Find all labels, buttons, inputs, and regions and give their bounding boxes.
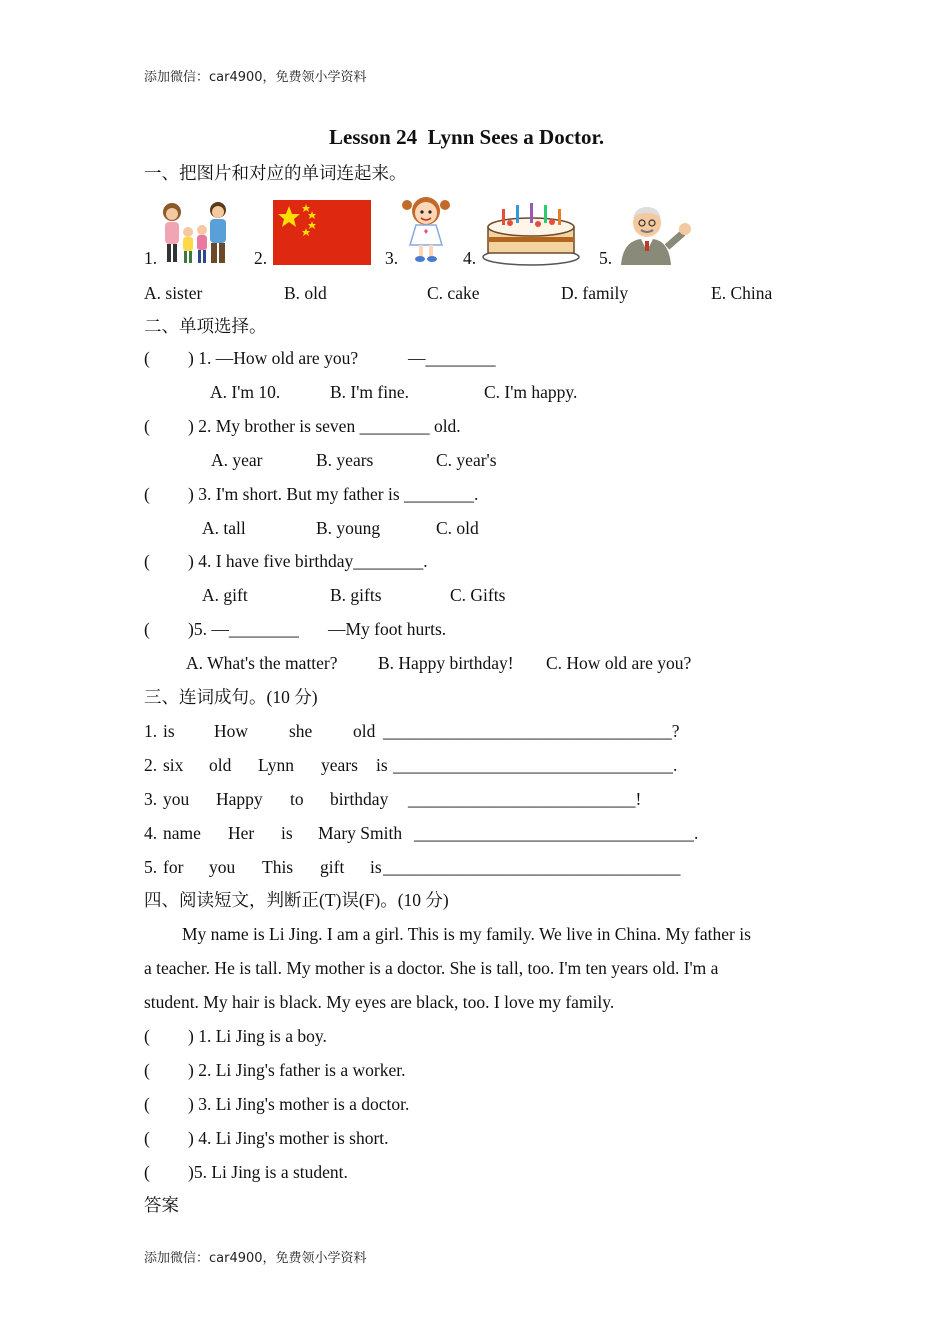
sentence-3-word: Happy <box>216 789 263 809</box>
answer-paren: ( <box>144 551 150 571</box>
question-1-option-a: A. I'm 10. <box>210 382 281 402</box>
sentence-1-word: is <box>163 721 175 741</box>
sentence-2-word: six <box>163 755 184 775</box>
statement-3: ) 3. Li Jing's mother is a doctor. <box>188 1094 410 1114</box>
question-3-option-c: C. old <box>436 518 479 538</box>
question-4-option-b: B. gifts <box>330 585 382 605</box>
question-4-option-c: C. Gifts <box>450 585 506 605</box>
sentence-5-number: 5. <box>144 857 158 877</box>
word-option-c: C. cake <box>427 283 480 303</box>
answer-paren: ( <box>144 484 150 504</box>
sentence-4-word: is <box>281 823 293 843</box>
question-1-answer-blank: —________ <box>408 348 496 368</box>
sentence-1-blank: _________________________________? <box>383 721 680 741</box>
word-option-e: E. China <box>711 283 773 303</box>
sentence-3-word: you <box>163 789 190 809</box>
word-option-b: B. old <box>284 283 327 303</box>
question-4-stem: ) 4. I have five birthday________. <box>188 551 428 571</box>
question-2-stem: ) 2. My brother is seven ________ old. <box>188 416 461 436</box>
answer-paren: ( <box>144 619 150 639</box>
statement-4: ) 4. Li Jing's mother is short. <box>188 1128 389 1148</box>
sentence-4-word: Her <box>228 823 255 843</box>
picture-number-1: 1. <box>144 248 158 268</box>
question-5-option-a: A. What's the matter? <box>186 653 338 673</box>
sentence-5-word: is <box>370 857 382 877</box>
sentence-3-word: birthday <box>330 789 389 809</box>
girl-icon <box>398 193 454 265</box>
sentence-4-number: 4. <box>144 823 158 843</box>
footer-note: 添加微信：car4900，免费领小学资料 <box>144 1251 367 1266</box>
section4-heading: 四、阅读短文，判断正(T)误(F)。(10 分) <box>144 890 449 910</box>
sentence-2-word: Lynn <box>258 755 294 775</box>
sentence-1-word: old <box>353 721 376 741</box>
sentence-3-number: 3. <box>144 789 158 809</box>
sentence-2-blank: ________________________________. <box>393 755 678 775</box>
sentence-1-number: 1. <box>144 721 158 741</box>
answer-paren: ( <box>144 1162 150 1182</box>
section1-heading: 一、把图片和对应的单词连起来。 <box>144 163 407 183</box>
sentence-5-word: for <box>163 857 184 877</box>
question-5-stem: )5. —________ <box>188 619 299 639</box>
sentence-5-word: This <box>262 857 294 877</box>
question-3-option-b: B. young <box>316 518 381 538</box>
sentence-3-blank: __________________________! <box>408 789 642 809</box>
sentence-2-number: 2. <box>144 755 158 775</box>
question-5-option-c: C. How old are you? <box>546 653 692 673</box>
picture-number-4: 4. <box>463 248 477 268</box>
sentence-2-word: years <box>321 755 358 775</box>
picture-number-3: 3. <box>385 248 399 268</box>
question-1-option-b: B. I'm fine. <box>330 382 409 402</box>
section3-heading: 三、连词成句。(10 分) <box>144 687 318 707</box>
answer-paren: ( <box>144 348 150 368</box>
sentence-5-word: you <box>209 857 236 877</box>
header-note: 添加微信：car4900，免费领小学资料 <box>144 70 367 85</box>
answer-paren: ( <box>144 1094 150 1114</box>
question-2-option-c: C. year's <box>436 450 497 470</box>
picture-number-2: 2. <box>254 248 268 268</box>
statement-1: ) 1. Li Jing is a boy. <box>188 1026 327 1046</box>
question-2-option-a: A. year <box>211 450 263 470</box>
birthday-cake-icon <box>480 195 583 267</box>
sentence-1-word: she <box>289 721 313 741</box>
word-option-a: A. sister <box>144 283 203 303</box>
statement-2: ) 2. Li Jing's father is a worker. <box>188 1060 406 1080</box>
sentence-5-blank: __________________________________ <box>383 857 681 877</box>
reading-passage-line: student. My hair is black. My eyes are black, too. I love my family. <box>144 992 615 1012</box>
sentence-4-word: Mary Smith <box>318 823 403 843</box>
page-title: Lesson 24 Lynn Sees a Doctor. <box>329 125 605 149</box>
picture-number-5: 5. <box>599 248 613 268</box>
reading-passage-line: My name is Li Jing. I am a girl. This is my family. We live in China. My father is <box>182 924 751 944</box>
answer-paren: ( <box>144 416 150 436</box>
question-5-option-b: B. Happy birthday! <box>378 653 514 673</box>
statement-5: )5. Li Jing is a student. <box>188 1162 348 1182</box>
answer-paren: ( <box>144 1128 150 1148</box>
question-1-option-c: C. I'm happy. <box>484 382 578 402</box>
sentence-2-word: is <box>376 755 388 775</box>
answer-paren: ( <box>144 1060 150 1080</box>
word-option-d: D. family <box>561 283 629 303</box>
question-3-option-a: A. tall <box>202 518 246 538</box>
question-2-option-b: B. years <box>316 450 374 470</box>
china-flag-icon <box>273 200 371 265</box>
sentence-5-word: gift <box>320 857 345 877</box>
reading-passage-line: a teacher. He is tall. My mother is a doctor. She is tall, too. I'm ten years old. I'm a <box>144 958 719 978</box>
answer-paren: ( <box>144 1026 150 1046</box>
section2-heading: 二、单项选择。 <box>144 316 267 336</box>
question-5-reply: —My foot hurts. <box>328 619 447 639</box>
sentence-4-blank: ________________________________. <box>414 823 699 843</box>
family-icon <box>158 198 238 266</box>
old-man-icon <box>617 203 694 265</box>
answer-heading: 答案 <box>144 1195 179 1215</box>
sentence-4-word: name <box>163 823 201 843</box>
sentence-2-word: old <box>209 755 232 775</box>
sentence-1-word: How <box>214 721 249 741</box>
question-1-stem: ) 1. —How old are you? <box>188 348 359 368</box>
sentence-3-word: to <box>290 789 304 809</box>
question-3-stem: ) 3. I'm short. But my father is ________. <box>188 484 479 504</box>
question-4-option-a: A. gift <box>202 585 248 605</box>
